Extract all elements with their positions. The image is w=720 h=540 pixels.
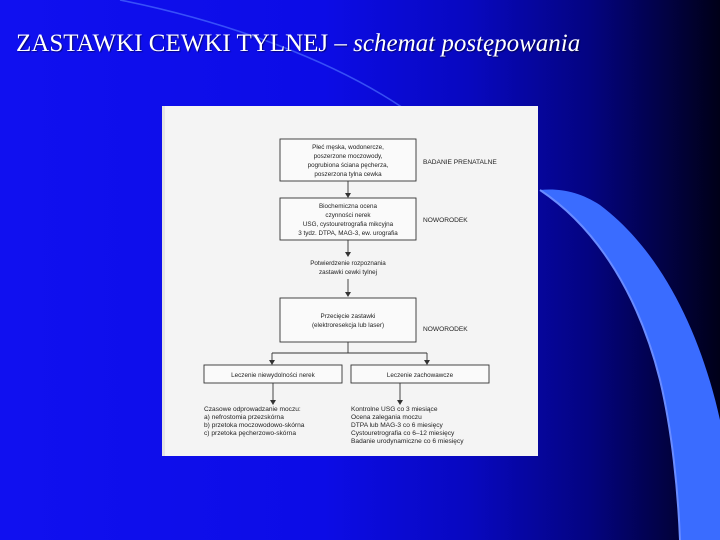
side-label-prenatal: BADANIE PRENATALNE [423, 159, 497, 166]
urine-diversion-list [204, 406, 305, 437]
biochem-line-2: czynności nerek [325, 212, 371, 219]
valve-incision-box [280, 298, 416, 342]
side-label-newborn-1: NOWORODEK [423, 217, 468, 224]
flowchart-svg [162, 106, 538, 456]
right-list-line-5: Badanie urodynamiczne co 6 miesięcy [351, 438, 464, 445]
prenatal-line-2: poszerzone moczowody, [313, 153, 383, 160]
side-label-newborn-2: NOWORODEK [423, 326, 468, 333]
left-list-line-1: Czasowe odprowadzanie moczu: [204, 406, 301, 413]
renal-treatment-box [204, 365, 342, 383]
title-main: ZASTAWKI CEWKI TYLNEJ [16, 30, 329, 57]
left-list-line-4: c) przetoka pęcherzowo-skórna [204, 430, 296, 437]
biochem-line-3: USG, cystouretrografia mikcyjna [302, 221, 394, 228]
incision-line-2: (elektroresekcja lub laser) [311, 322, 385, 329]
slide-title [16, 30, 580, 58]
biochem-evaluation-box [280, 198, 416, 240]
scan-edge-left [162, 106, 165, 456]
prenatal-line-4: poszerzona tylna cewka [314, 171, 382, 178]
flowchart-figure [162, 106, 538, 456]
prenatal-findings-box [280, 139, 416, 181]
right-list-line-1: Kontrolne USG co 3 miesiące [351, 406, 438, 413]
title-subtitle: schemat postępowania [353, 30, 581, 57]
right-list-line-3: DTPA lub MAG-3 co 6 miesięcy [351, 422, 443, 429]
prenatal-line-3: pogrubiona ściana pęcherza, [307, 162, 389, 169]
left-list-line-2: a) nefrostomia przezskórna [204, 414, 284, 421]
right-list-line-2: Ocena zalegania moczu [351, 414, 422, 421]
title-dash: – [334, 30, 347, 57]
biochem-line-4: 3 tydz. DTPA, MAG-3, ew. urografia [298, 230, 398, 237]
incision-line-1: Przecięcie zastawki [320, 313, 376, 320]
conservative-treatment-box [351, 365, 489, 383]
confirm-line-2: zastawki cewki tylnej [318, 269, 378, 276]
confirm-line-1: Potwierdzenie rozpoznania [310, 260, 386, 267]
right-list-line-4: Cystouretrografia co 6–12 miesięcy [351, 430, 455, 437]
renal-treatment-label: Leczenie niewydolności nerek [231, 372, 315, 379]
biochem-line-1: Biochemiczna ocena [318, 203, 378, 210]
left-list-line-3: b) przetoka moczowodowo-skórna [204, 422, 305, 429]
prenatal-line-1: Płeć męska, wodonercze, [312, 144, 384, 151]
conservative-treatment-label: Leczenie zachowawcze [386, 372, 454, 379]
right-swoosh-shape [540, 190, 720, 540]
title-decor-line [120, 0, 420, 120]
